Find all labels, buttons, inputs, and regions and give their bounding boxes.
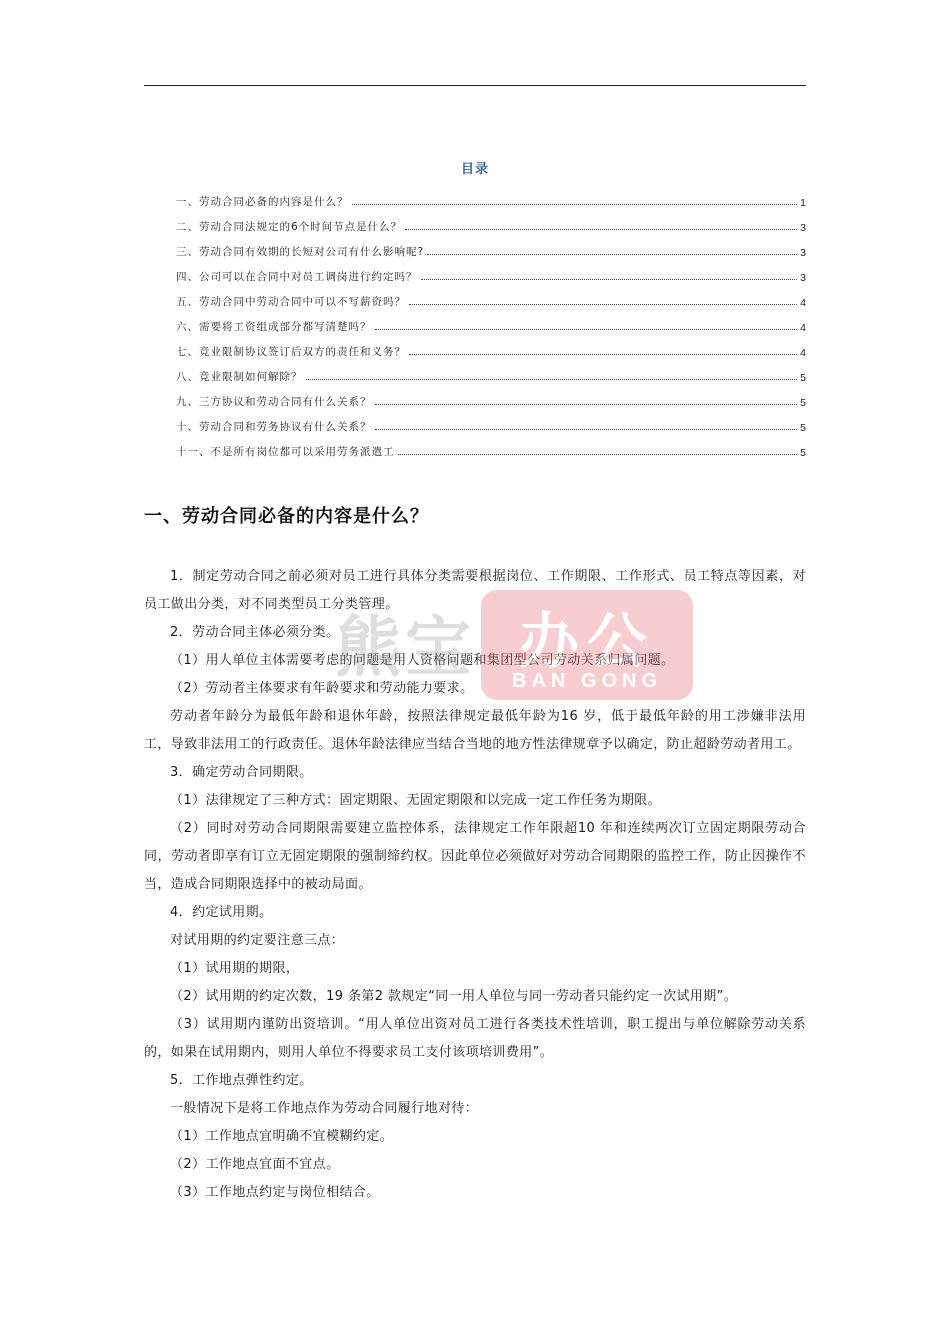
toc-entry[interactable] bbox=[176, 284, 806, 309]
toc-leader bbox=[421, 279, 798, 280]
toc-entry-page[interactable]: 5 bbox=[800, 447, 806, 459]
toc-entry[interactable] bbox=[176, 259, 806, 284]
toc-leader bbox=[409, 304, 797, 305]
toc-entry-label[interactable]: 六、需要将工资组成部分都写清楚吗？ bbox=[176, 321, 372, 333]
toc-leader bbox=[306, 379, 798, 380]
toc-entry-label[interactable]: 四、公司可以在合同中对员工调岗进行约定吗？ bbox=[176, 271, 418, 283]
paragraph: 1．制定劳动合同之前必须对员工进行具体分类需要根据岗位、工作期限、工作形式、员工特点等因素，对员工做出分类，对不同类型员工分类管理。 bbox=[144, 569, 806, 612]
paragraph: （1）试用期的期限， bbox=[170, 961, 300, 976]
toc-entry-label[interactable]: 十、劳动合同和劳务协议有什么关系？ bbox=[176, 421, 372, 433]
toc-entry[interactable] bbox=[176, 234, 806, 259]
toc-entry-page[interactable]: 1 bbox=[800, 197, 806, 209]
paragraph: （2）同时对劳动合同期限需要建立监控体系，法律规定工作年限超10 年和连续两次订立固定期限劳动合同，劳动者即享有订立无固定期限的强制缔约权。因此单位必须做好对劳动合同期限的监控工作，防止因操作不当，造成合同期限选择中的被动局面。 bbox=[144, 821, 806, 892]
watermark-badge-text: 办公 bbox=[519, 607, 655, 677]
toc-entry[interactable] bbox=[176, 384, 806, 409]
toc-entry-label[interactable]: 七、竞业限制协议签订后双方的责任和义务？ bbox=[176, 346, 406, 358]
toc-leader bbox=[375, 404, 798, 405]
section-body bbox=[144, 563, 806, 1207]
section-heading: 一、劳动合同必备的内容是什么？ bbox=[144, 506, 429, 527]
paragraph: （3）试用期内谨防出资培训。“用人单位出资对员工进行各类技术性培训，职工提出与单位解除劳动关系的，如果在试用期内，则用人单位不得要求员工支付该项培训费用”。 bbox=[144, 1017, 806, 1060]
toc-entry-page[interactable]: 3 bbox=[800, 272, 806, 284]
paragraph: （1）法律规定了三种方式：固定期限、无固定期限和以完成一定工作任务为期限。 bbox=[170, 793, 662, 808]
paragraph: （1）工作地点宜明确不宜模糊约定。 bbox=[170, 1129, 394, 1144]
toc-entry[interactable] bbox=[176, 359, 806, 384]
table-of-contents bbox=[176, 184, 806, 459]
toc-leader bbox=[375, 429, 798, 430]
toc-leader bbox=[405, 229, 797, 230]
toc-entry-page[interactable]: 3 bbox=[800, 247, 806, 259]
toc-entry-label[interactable]: 九、三方协议和劳动合同有什么关系？ bbox=[176, 396, 372, 408]
toc-entry-page[interactable]: 4 bbox=[800, 297, 806, 309]
toc-entry[interactable] bbox=[176, 184, 806, 209]
paragraph: 劳动者年龄分为最低年龄和退休年龄，按照法律规定最低年龄为16 岁，低于最低年龄的用工涉嫌非法用工，导致非法用工的行政责任。退休年龄法律应当结合当地的地方性法律规章予以确定，防止超龄劳动者用工。 bbox=[144, 709, 806, 752]
toc-entry-page[interactable]: 5 bbox=[800, 397, 806, 409]
paragraph: 一般情况下是将工作地点作为劳动合同履行地对待： bbox=[170, 1101, 479, 1116]
paragraph: 5．工作地点弹性约定。 bbox=[170, 1073, 313, 1088]
toc-leader bbox=[352, 204, 798, 205]
toc-entry-page[interactable]: 4 bbox=[800, 347, 806, 359]
toc-entry-label[interactable]: 二、劳动合同法规定的6个时间节点是什么？ bbox=[176, 221, 403, 233]
paragraph: （1）用人单位主体需要考虑的问题是用人资格问题和集团型公司劳动关系归属问题。 bbox=[170, 653, 675, 668]
watermark-badge-subtext: BAN GONG bbox=[512, 670, 662, 692]
paragraph: （2）劳动者主体要求有年龄要求和劳动能力要求。 bbox=[170, 681, 474, 696]
toc-entry-page[interactable]: 5 bbox=[800, 422, 806, 434]
paragraph: （2）试用期的约定次数，19 条第2 款规定“同一用人单位与同一劳动者只能约定一次试用期”。 bbox=[170, 989, 738, 1004]
paragraph: （2）工作地点宜面不宜点。 bbox=[170, 1157, 340, 1172]
watermark-left-text: 熊宝 bbox=[335, 609, 475, 686]
toc-entry-page[interactable]: 5 bbox=[800, 372, 806, 384]
toc-leader bbox=[398, 454, 798, 455]
paragraph: 3．确定劳动合同期限。 bbox=[170, 765, 313, 780]
toc-entry-label[interactable]: 八、竞业限制如何解除？ bbox=[176, 371, 303, 383]
toc-entry[interactable] bbox=[176, 209, 806, 234]
toc-leader bbox=[427, 254, 797, 255]
paragraph: 4．约定试用期。 bbox=[170, 905, 273, 920]
toc-entry-page[interactable]: 3 bbox=[800, 222, 806, 234]
toc-entry-label[interactable]: 五、劳动合同中劳动合同中可以不写薪资吗？ bbox=[176, 296, 406, 308]
paragraph: 2．劳动合同主体必须分类。 bbox=[170, 625, 340, 640]
toc-entry-label[interactable]: 一、劳动合同必备的内容是什么？ bbox=[176, 196, 349, 208]
toc-entry-page[interactable]: 4 bbox=[800, 322, 806, 334]
toc-entry[interactable] bbox=[176, 409, 806, 434]
toc-entry[interactable] bbox=[176, 309, 806, 334]
paragraph: 对试用期的约定要注意三点： bbox=[170, 933, 345, 948]
toc-entry[interactable] bbox=[176, 434, 806, 459]
toc-entry-label[interactable]: 十一、不是所有岗位都可以采用劳务派遣工 bbox=[176, 446, 395, 458]
toc-entry[interactable] bbox=[176, 334, 806, 359]
toc-title: 目录 bbox=[460, 162, 489, 177]
toc-leader bbox=[409, 354, 797, 355]
header-rule bbox=[144, 85, 806, 86]
paragraph: （3）工作地点约定与岗位相结合。 bbox=[170, 1185, 380, 1200]
toc-entry-label[interactable]: 三、劳动合同有效期的长短对公司有什么影响呢? bbox=[176, 246, 425, 258]
toc-leader bbox=[375, 329, 798, 330]
